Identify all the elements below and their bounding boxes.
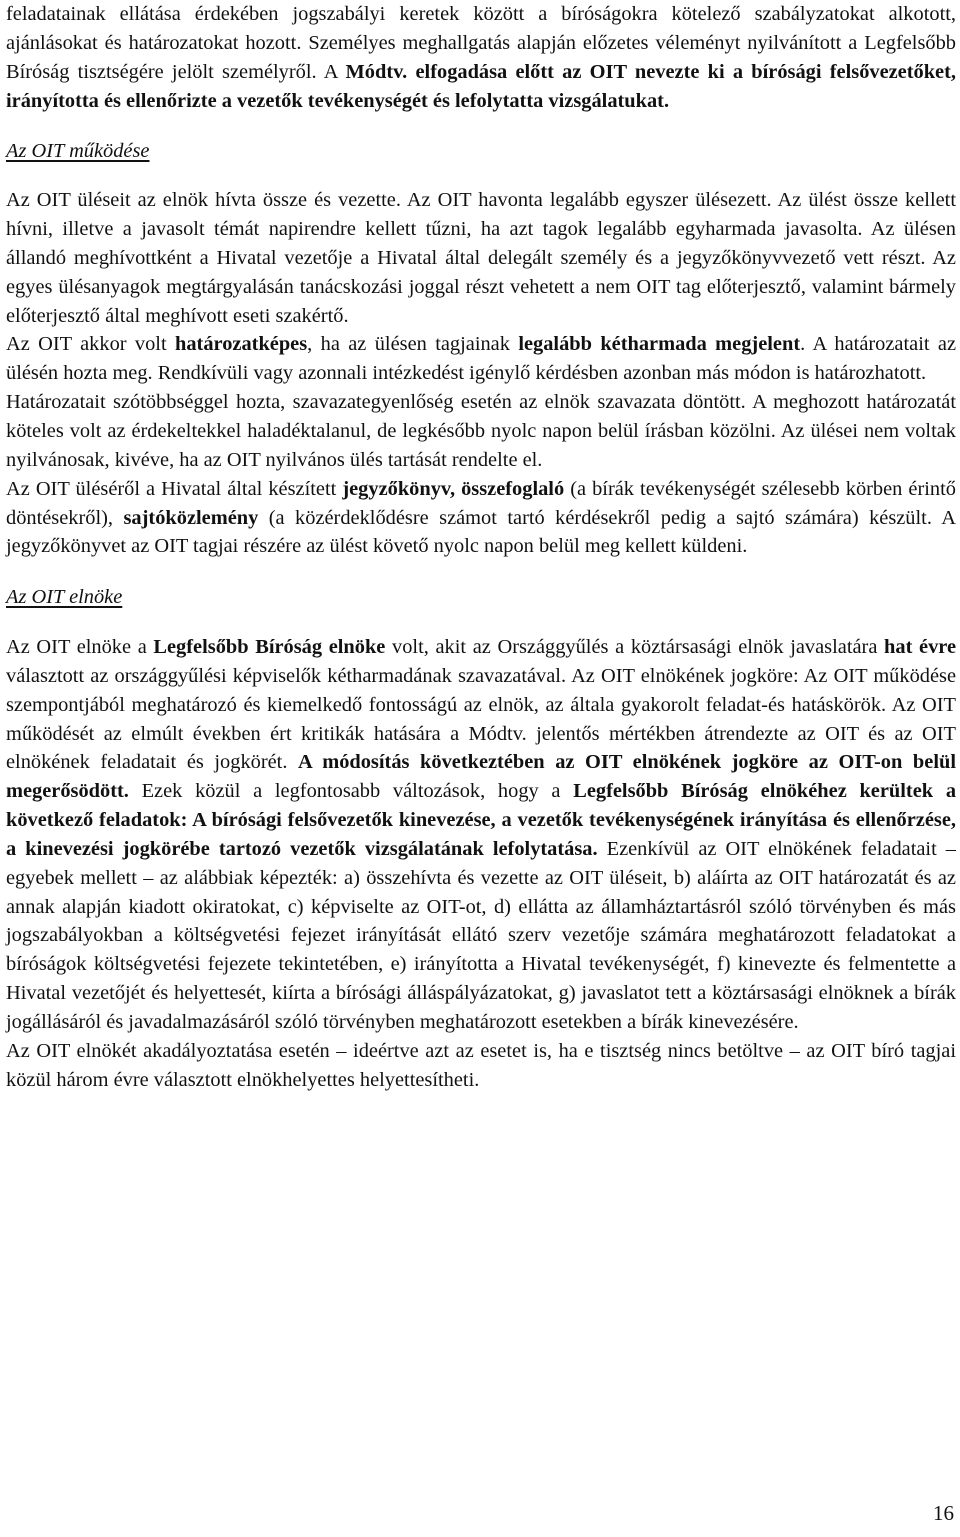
text-run: , ha az ülésen tagjainak xyxy=(307,333,519,356)
text-run: (a közérdeklődésre számot tartó kérdésekről pedig a sajtó számára) készült. A jegyzőkönyvet az OIT tagjai részére az ülést követő nyolc napon belül meg kellett küldeni. xyxy=(6,506,956,558)
intro-bold-text: Módtv. elfogadása előtt az OIT nevezte ki a bírósági felsővezetőket, irányította és ellenőrizte a vezetők tevékenységét és lefolytatta vizsgálatukat. xyxy=(6,60,956,112)
bold-run: sajtóközlemény xyxy=(123,506,259,529)
intro-text: feladatainak ellátása érdekében jogszabályi keretek között a bíróságokra kötelező szabályzatokat alkotott, ajánlásokat és határozatokat hozott. Személyes meghallgatás alapján előzetes véleményt nyilvánított a Legfelsőbb Bíróság tisztségére jelölt személyről. A xyxy=(6,3,956,83)
text-run: (a bírák tevékenységét szélesebb körben érintő döntésekről), xyxy=(6,477,956,529)
text-run: választott az országgyűlési képviselők kétharmadának szavazatával. Az OIT elnökének jogköre: Az OIT működése szempontjából meghatározó és kiemelkedő fontosságú az elnök, az általa gyakorolt feladat-és hatáskörök. Az OIT működését az elmúlt években ért kritikák hatására a Módtv. jelentős mértékben átrendezte az OIT és az OIT elnökének feladatait és jogkörét. xyxy=(6,664,956,774)
bold-run: határozatképes xyxy=(175,333,308,356)
bold-run: hat évre xyxy=(884,636,957,659)
section2-paragraph-2: Az OIT elnökét akadályoztatása esetén – ideértve azt az esetet is, ha e tisztség nincs betöltve – az OIT bíró tagjai közül három évre választott elnökhelyettes helyettesítheti. xyxy=(6,1039,956,1091)
text-run: Ezenkívül az OIT elnökének feladatait – egyebek mellett – az alábbiak képezték: a) összehívta és vezette az OIT üléseit, b) aláírta az OIT határozatát és az annak alapján kiadott okiratokat, c) képviselte az OIT-ot, d) ellátta az államháztartásról szóló törvényben és más jogszabályokban a költségvetési fejezet irányítását ellátó szerv vezetője számára meghatározott feladatokat a bíróságok költségvetési fejezete tekintetében, e) irányította a Hivatal tevékenységét, f) kinevezte és felmentette a Hivatal vezetőjét és helyettesét, kiírta a bírósági álláspályázatokat, g) javaslatot tett a köztársasági elnöknek a bírák jogállásáról és javadalmazásáról szóló törvényben meghatározott esetekben a bírák kinevezésére. xyxy=(6,837,956,1033)
section1-paragraph-2 xyxy=(6,330,956,388)
section-heading-oit-elnoke: Az OIT elnöke xyxy=(6,586,123,609)
text-run: Az OIT elnöke a xyxy=(6,636,154,659)
text-run: volt, akit az Országgyűlés a köztársasági elnök javaslatára xyxy=(385,636,885,659)
section2-paragraph-1 xyxy=(6,633,956,1037)
text-run: Ezek közül a legfontosabb változások, hogy a xyxy=(128,780,574,803)
text-run: . A határozatait az ülésén hozta meg. Rendkívüli vagy azonnali intézkedést igénylő kérdésben azonban más módon is határozhatott. xyxy=(6,333,956,385)
section1-paragraph-3: Határozatait szótöbbséggel hozta, szavazategyenlőség esetén az elnök szavazata döntött. A meghozott határozatát köteles volt az érdekeltekkel haladéktalanul, de legkésőbb nyolc napon belül írásban közölni. Az ülései nem voltak nyilvánosak, kivéve, ha az OIT nyilvános ülés tartását rendelte el. xyxy=(6,391,956,471)
bold-run: jegyzőkönyv, összefoglaló xyxy=(342,477,565,500)
intro-paragraph xyxy=(6,0,956,115)
document-page xyxy=(6,0,956,1095)
section1-paragraph-4 xyxy=(6,475,956,562)
text-run: Az OIT üléséről a Hivatal által készített xyxy=(6,477,343,500)
page-number: 16 xyxy=(933,1501,954,1525)
section-heading-oit-mukodese: Az OIT működése xyxy=(6,140,150,163)
bold-run: A módosítás következtében az OIT elnökének jogköre az OIT-on belül megerősödött. xyxy=(6,751,956,803)
bold-run: Legfelsőbb Bíróság elnökéhez kerültek a következő feladatok: A bírósági felsővezetők kinevezése, a vezetők tevékenységének irányítása és ellenőrzése, a kinevezési jogkörébe tartozó vezetők vizsgálatának lefolytatása. xyxy=(6,780,957,860)
section1-paragraph-1: Az OIT üléseit az elnök hívta össze és vezette. Az OIT havonta legalább egyszer ülésezett. Az ülést össze kellett hívni, illetve a javasolt témát napirendre kellett tűzni, ha azt tagok legalább egyharmada javasolta. Az ülésen állandó meghívottként a Hivatal vezetője a Hivatal által delegált személy és a jegyzőkönyvvezető vett részt. Az egyes ülésanyagok megtárgyalásán tanácskozási joggal részt vehetett a nem OIT tag előterjesztő, valamint bármely előterjesztő által meghívott eseti szakértő. xyxy=(6,189,956,327)
bold-run: legalább kétharmada megjelent xyxy=(518,333,801,356)
bold-run: Legfelsőbb Bíróság elnöke xyxy=(153,636,386,659)
text-run: Az OIT akkor volt xyxy=(6,333,176,356)
